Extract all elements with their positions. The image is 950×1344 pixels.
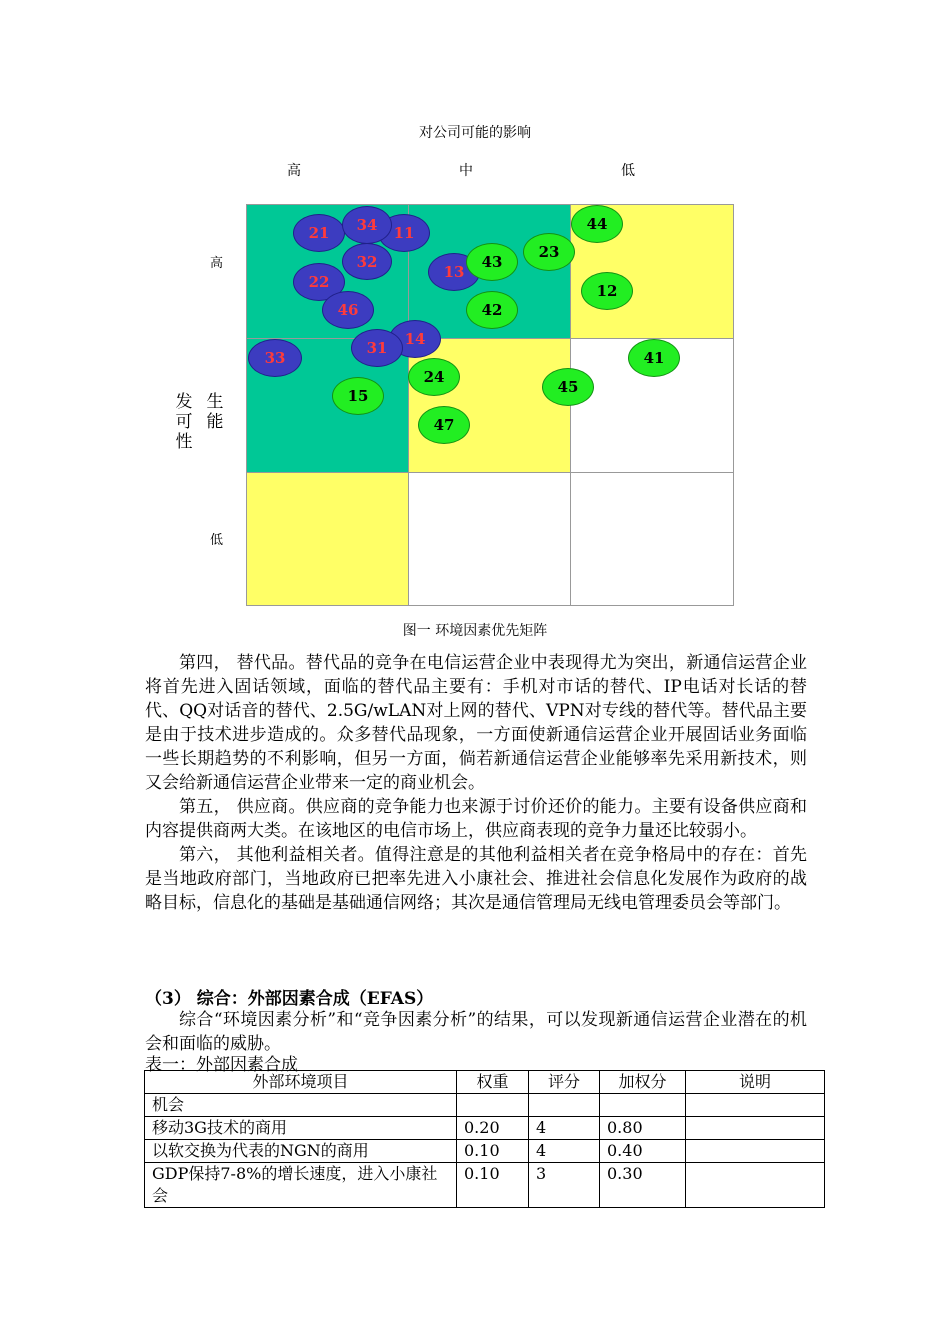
impact-medium-label: 中 [459, 163, 473, 179]
table-row [145, 1163, 825, 1208]
factor-bubble: 15 [332, 377, 384, 415]
impact-low-label: 低 [621, 163, 635, 179]
probability-axis-label-part2: 生能 [206, 392, 224, 432]
factor-bubble: 47 [418, 406, 470, 444]
column-header: 权重 [457, 1071, 529, 1094]
factor-bubble: 32 [342, 243, 392, 280]
table-row [145, 1140, 825, 1163]
factor-bubble: 24 [408, 358, 460, 396]
paragraph: 第六， 其他利益相关者。值得注意是的其他利益相关者在竞争格局中的存在：首先是当地政府部门，当地政府已把率先进入小康社会、推进社会信息化发展作为政府的战略目标，信息化的基础是基础通信网络；其次是通信管理局无线电管理委员会等部门。 [145, 845, 807, 913]
section-heading: （3） 综合：外部因素合成（EFAS） [145, 989, 434, 1009]
factor-bubble: 45 [542, 368, 594, 406]
efas-table [144, 1070, 825, 1208]
table-cell: 0.40 [600, 1140, 686, 1163]
factor-bubble: 34 [342, 206, 392, 244]
table-cell: 0.10 [457, 1163, 529, 1208]
table-cell: 0.10 [457, 1140, 529, 1163]
probability-high-label: 高 [210, 256, 224, 271]
paragraph: 第四， 替代品。替代品的竞争在电信运营企业中表现得尤为突出，新通信运营企业将首先进入固话领域，面临的替代品主要有：手机对市话的替代、IP电话对长话的替代、QQ对话音的替代、2.5G/wLAN对上网的替代、VPN对专线的替代等。替代品主要是由于技术进步造成的。众多替代品现象，一方面使新通信运营企业开展固话业务面临一些长期趋势的不利影响，但另一方面，倘若新通信运营企业能够率先采用新技术，则又会给新通信运营企业带来一定的商业机会。 [145, 653, 807, 793]
table-cell: 3 [529, 1163, 600, 1208]
table-caption: 表一：外部因素合成 [145, 1055, 298, 1075]
matrix-cell-low-mid [408, 472, 571, 606]
table-row [145, 1117, 825, 1140]
paragraph: 第五， 供应商。供应商的竞争能力也来源于讨价还价的能力。主要有设备供应商和内容提供商两大类。在该地区的电信市场上，供应商表现的竞争力量还比较弱小。 [145, 797, 807, 841]
section-body [145, 1008, 807, 1056]
impact-high-label: 高 [287, 163, 301, 179]
factor-bubble: 44 [571, 205, 623, 243]
factor-bubble: 21 [293, 214, 345, 252]
figure-title: 对公司可能的影响 [419, 125, 531, 141]
column-header: 加权分 [600, 1071, 686, 1094]
factor-bubble: 11 [378, 214, 430, 252]
table-cell: 4 [529, 1117, 600, 1140]
factor-bubble: 31 [351, 329, 403, 367]
table-cell [686, 1117, 825, 1140]
factor-bubble: 43 [466, 243, 518, 281]
factor-bubble: 23 [523, 233, 575, 271]
body-text [145, 651, 807, 915]
factor-bubble: 12 [581, 272, 633, 310]
table-cell: 移动3G技术的商用 [145, 1117, 457, 1140]
table-cell: 0.80 [600, 1117, 686, 1140]
probability-low-label: 低 [210, 533, 224, 548]
table-cell [686, 1140, 825, 1163]
factor-bubble: 42 [466, 291, 518, 329]
factor-bubble: 14 [389, 320, 441, 358]
matrix-cell-low-low [570, 472, 734, 606]
table-cell: 以软交换为代表的NGN的商用 [145, 1140, 457, 1163]
column-header: 评分 [529, 1071, 600, 1094]
matrix-cell-low-high [246, 472, 409, 606]
factor-bubble: 33 [248, 339, 302, 377]
table-cell: 0.30 [600, 1163, 686, 1208]
figure-caption: 图一 环境因素优先矩阵 [402, 623, 548, 639]
paragraph: 综合“环境因素分析”和“竞争因素分析”的结果，可以发现新通信运营企业潜在的机会和面临的威胁。 [145, 1010, 807, 1054]
factor-bubble: 13 [428, 253, 480, 291]
priority-matrix [246, 204, 734, 606]
table-header-row [145, 1071, 825, 1094]
factor-bubble: 46 [322, 291, 374, 329]
factor-bubble: 41 [628, 339, 680, 377]
column-header: 说明 [686, 1071, 825, 1094]
table-cell: 0.20 [457, 1117, 529, 1140]
group-label: 机会 [145, 1094, 457, 1117]
probability-axis-label-part1: 发可性 [175, 392, 193, 452]
factor-bubble: 22 [293, 263, 345, 301]
table-cell: GDP保持7-8%的增长速度，进入小康社会 [145, 1163, 457, 1208]
column-header: 外部环境项目 [145, 1071, 457, 1094]
table-group-row [145, 1094, 825, 1117]
table-cell [686, 1163, 825, 1208]
table-cell: 4 [529, 1140, 600, 1163]
